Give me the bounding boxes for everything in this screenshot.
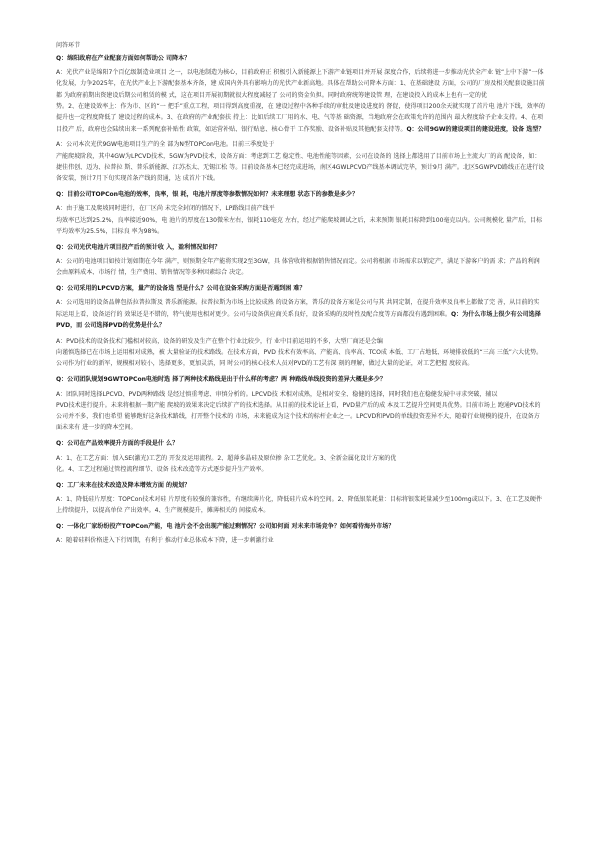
answer-paragraph: A：公司本次光伏9GW电池项目生产的全 部为N型TOPCon电池。目前三季度处于	[56, 141, 275, 149]
answer-paragraph: 势。2、在建设效率上：作为市、区的“一 把手”重点工程，项目得到高度重视，在 建设过程中各种手续的审批及建设进度的 督促，使得项目200余天就实现了首片电 池片下线，效率的提升也一定程度降低了 建设过程的成本。3、在政府的产业配套扶 持上：比如后续工厂用的水、电、气等基 础资源，当地政府会在政策允许的范围内 最大程度给予企业支持。4、在项目投产 后，政府也会陆续出来一系列配套补贴性 政策，如运营补贴、银行贴息、核心骨干 工作奖励、设备补贴及其他配套支持等。	[56, 102, 545, 133]
answer-paragraph: A：光伏产业是绵阳7个百亿级制造业项目 之一，以电池制造为核心，目前政府正 积极引入新能源上下游产业链项目并开展 深度合作，后续将进一步推动光伏全产业 链“上中下游”一体化发展，力争2025年，在光伏产业上下游配套基本齐备，建 成国内外具有影响力的光伏产业新高地。具体在帮助公司降本方面：1、在基础建设 方面，公司的厂房及相关配套设施目前都 为政府前期出资建设后期公司租赁的模 式，这在项目开展初期就很大程度减轻了 公司的资金负担。同时政府统筹建设管 理，在建设投入的成本上也有一定的优	[56, 69, 545, 99]
answer	[56, 256, 545, 279]
answer	[56, 139, 545, 184]
answer-paragraph: A：由于施工及爬坡同时进行，在厂区尚 未完全封闭的情况下，LP路线目前产线平	[56, 205, 275, 213]
inline-question: Q：为什么市场上很少有公司选择PVD，而 公司选择PVD的优势是什么？	[56, 310, 541, 330]
answer	[56, 453, 545, 476]
qa-item	[56, 521, 545, 547]
qa-item	[56, 438, 545, 475]
inline-question: Q：公司9GW的建设项目的建设进度，设备 选型？	[406, 125, 545, 133]
answer	[56, 535, 545, 546]
qa-item	[56, 374, 545, 433]
answer	[56, 336, 545, 370]
qa-item	[56, 283, 545, 331]
answer	[56, 297, 545, 331]
qa-item	[56, 189, 545, 237]
answer-paragraph: A：随着硅料价格进入下行周期，有利于 推动行业总体成本下降，进一步刺激行业	[56, 537, 274, 545]
qa-item	[56, 139, 545, 184]
qa-item	[56, 242, 545, 279]
answer-paragraph: A：团队同时选择LPCVD、PVD两种路线 是经过慎重考虑、审慎分析的。LPCVD技 术相对成熟，是相对安全、稳健的选择，同时我们也在稳健发展中寻求突破，辅以	[56, 390, 498, 398]
question: Q：公司采用的LPCVD方案，量产的设备选 型是什么？公司在设备采购方面是否遇到困 难？	[56, 285, 306, 293]
question: Q：公司团队规划9GWTOPCon电池时选 择了两种技术路线是出于什么样的考虑？两 种路线单线投资的差异大概是多少？	[56, 376, 386, 384]
question: Q：公司光伏电池片项目投产后的预计收 入，盈利情况如何？	[56, 243, 221, 251]
answer	[56, 203, 545, 237]
answer	[56, 67, 545, 135]
answer-paragraph: A：1、在工艺方面：加入SE(激光)工艺的 开发及运用流程。2、超薄多晶硅及原位掺 杂工艺优化。3、全新金属化设计方案的优	[56, 454, 397, 462]
question: Q：一体化厂家纷纷投产TOPCon产能，电 池片会不会出现产能过剩情况？公司如何面 对未来市场竞争？如何看待海外市场？	[56, 522, 395, 530]
question: Q：绵阳政府在产业配套方面如何帮助公 司降本？	[56, 54, 191, 62]
document-page	[56, 40, 545, 551]
answer-paragraph: A：公司的电池项目如按计划如期在今年 满产，则预期全年产能将实现2至3GW，具 体营收将根据销售情况而定。公司将根据 市场需求以销定产，满足下游客户的需 求；产品的利润会由原料成本、市场行 情，生产费用、销售情况等多种因素综合 决定。	[56, 258, 540, 277]
answer-paragraph: 化。4、工艺过程通过管控流程细节、设备 技术改造等方式逐步提升生产效率。	[56, 465, 268, 473]
question: Q：目前公司TOPCon电池的效率，良率，银 耗，电池片厚度等参数情况如何？未来理想 状态下的参数是多少？	[56, 191, 359, 199]
question: Q：工厂未来在技术改造及降本增效方面 的规划？	[56, 481, 191, 489]
answer-paragraph: A：公司选用的设备品牌包括拉普拉斯及 普乐新能源。拉普拉斯为市场上比较成熟 的设备方案，普乐的设备方案是公司与其 共同定制，在提升效率及良率上都做了完 善，从目前的实际运用上看，设备运行的 效果还是不错的，特气使用也相对更少。公司与设备供应商关系良好，设备采购的及时性及配合度等方面都没有遇到困难。	[56, 299, 540, 318]
answer-paragraph: 向谨慎选择已在市场上运用相对成熟，被 大量验证的技术路线。在技术方面，PVD 技术有效率高、产能高、良率高、TCO成 本低、工厂占地低、环境排放低的“三高 三低”六大优势。公司作为行业的新军，规模相对较小，选择更多，更加灵活，同 时公司的核心技术人员对PVD的工艺有深 刻的理解，做过大量的论证，对工艺把握 度较高。	[56, 349, 543, 368]
qa-item	[56, 336, 545, 370]
section-title: 问答环节	[56, 42, 81, 49]
answer	[56, 389, 545, 434]
answer-paragraph: 均效率已达到25.2%，良率接近90%，电 池片的厚度在130微米左右，银耗110毫克 左右，经过产能爬坡调试之后，未来预期 银耗目标降到100毫克以内。公司规模化 量产后，目标平均效率为25.5%，目标良 率为98%。	[56, 216, 543, 235]
question: Q：公司在产品效率提升方面的手段是什 么？	[56, 440, 179, 448]
qa-item	[56, 53, 545, 135]
answer-paragraph: 产能爬坡阶段，其中4GW为LPCVD技术，5GW为PVD技术，设备方面：考虑到工艺 稳定性、电池性能等因素，公司在设备的 选择上都选用了目前市场上主流大厂的高 配设备，如：捷佳伟创、迈为、拉普拉 斯、普乐新能源、江苏杰太、无锡江松 等。目前设备基本已经完成进场，南区4GWLPCVD产线基本调试完毕，预计9月 满产。北区5GWPVD路线正在进行设备安装，预计7月下旬实现首条产线的贯通，达 成首片下线。	[56, 152, 545, 183]
answer-paragraph: PVD技术进行提升。未来将根据一期产能 爬坡的效果来决定后续扩产的技术选择。从目前的技术论证上看，PVD量产后的成 本及工艺提升空间更具优势。目前市场上 跑通PVD技术的公司并不多，我们也希望 能够跑好这条技术路线，打开整个技术的 市场，未来能成为这个技术的标杆企业之一。LPCVD和PVD的单线投资差异不大，随着行业规模的提升，在设备方面未来有 进一步的降本空间。	[56, 401, 541, 432]
qa-item	[56, 480, 545, 517]
answer-paragraph: A：PVD技术的设备技术门槛相对较高，设备的研发及生产在整个行业比较少，行 业中目前运用的不多，大型厂商还是会编	[56, 337, 383, 345]
answer	[56, 494, 545, 517]
answer-paragraph: A：1、降低硅片厚度：TOPCon技术对硅 片厚度有较强的兼容性，有继续薄片化，降低硅片成本的空间。2、降低银浆耗量：目标将银浆耗量减少至100mg或以下。3、在工艺及硬件上持续提升，以提高单位 产出效率。4、生产规模提升，摊薄相关的 间接成本。	[56, 495, 542, 515]
